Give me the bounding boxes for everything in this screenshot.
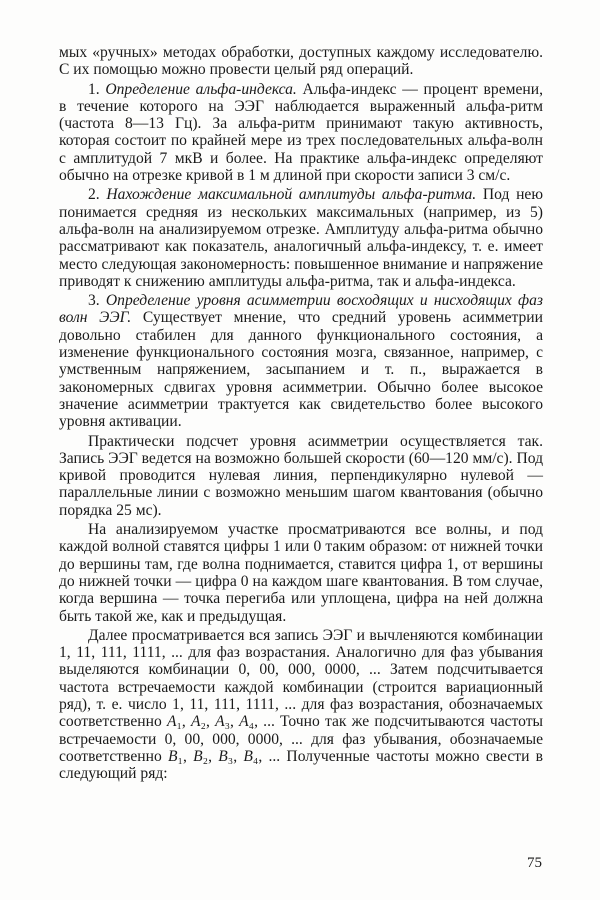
text-run: 2. (88, 186, 107, 204)
italic-text: Нахождение максимальной амплитуды альфа-ритма. (106, 186, 477, 204)
text-run: На анализируемом участке просматриваются все волны, и под каждой волной ставятся цифры 1 или 0 таким образом: от нижней точки до вершины там, где волна поднимается, ставится цифра 1, от вершины до нижней точки — цифра 0 на каждом шаге квантования. В том случае, когда вершина — точка перегиба или уплощена, цифра на ней должна быть такой же, как и предыдущая. (59, 521, 543, 625)
italic-text: B (243, 747, 253, 765)
paragraph (59, 433, 543, 519)
paragraph (59, 44, 543, 79)
text-run: Под нею понимается средняя из нескольких максимальных (например, из 5) альфа-волн на анализируемом отрезке. Амплитуду альфа-ритма обычно рассматривают как показатель, аналогичный альфа-индексу, т. е. имеет место следующая закономерность: повышенное внимание и напряжение приводят к снижению амплитуды альфа-ритма, так и альфа-индекса. (59, 186, 543, 290)
text-run: Существует мнение, что средний уровень асимметрии довольно стабилен для данного функционального состояния, а изменение функционального состояния мозга, связанное, например, с умственным напряжением, засыпанием и т. п., выражается в закономерных сдвигах уровня асимметрии. Обычно более высокое значение асимметрии трактуется как свидетельство более высокого уровня активации. (59, 309, 543, 431)
italic-text: B (193, 747, 203, 765)
text-run: 3. (88, 292, 106, 310)
text-run: Далее просматривается вся запись ЭЭГ и вычленяются комбинации 1, 11, 111, 1111, ... для фаз возрастания. Аналогично для фаз убывания выделяются комбинации 0, 00, 000, 0000, ... Затем подсчитывается частота встречаемости каждой комбинации (строится вариационный ряд), т. е. число 1, 11, 111, 1111, ... для фаз возрастания, обозначаемых соответственно (59, 626, 543, 731)
text-run: ₃, (227, 747, 244, 765)
text-run: Практически подсчет уровня асимметрии осуществляется так. Запись ЭЭГ ведется на возможно большей скорости (60—120 мм/с). Под кривой проводится нулевая линия, перпендикулярно нулевой — параллельные линии с возможно меньшим шагом квантования (обычно порядка 25 мс). (59, 432, 543, 519)
text-run: ₁, (176, 713, 191, 731)
page-number: 75 (527, 855, 542, 871)
italic-text: B (218, 747, 228, 765)
text-run: ₁, (177, 747, 194, 765)
text-run: ₂, (202, 747, 219, 765)
italic-text: Определение альфа-индекса. (105, 80, 297, 98)
text-run: мых «ручных» методах обработки, доступных каждому исследователю. С их помощью можно провести целый ряд операций. (59, 44, 543, 79)
italic-text: A (166, 713, 177, 731)
paragraph (59, 521, 543, 625)
italic-text: Определение уровня асимметрии восходящих и нисходящих фаз волн ЭЭГ. (59, 292, 543, 327)
text-run: ₄, ... Полученные частоты можно свести в следующий ряд: (59, 747, 544, 783)
italic-text: B (168, 747, 178, 765)
italic-text: A (215, 713, 225, 731)
text-run: ₂, (200, 713, 216, 731)
paragraph (59, 186, 543, 290)
paragraph (59, 81, 543, 185)
body-text (59, 44, 543, 782)
paragraph (59, 627, 543, 783)
italic-text: A (191, 713, 201, 731)
text-run: Альфа-индекс — процент времени, в течение которого на ЭЭГ наблюдается выраженный альфа-ритм (частота 8—13 Гц). За альфа-ритм принимают такую активность, которая состоит по крайней мере из трех последовательных альфа-волн с амплитудой 7 мкВ и более. На практике альфа-индекс определяют обычно на отрезке кривой в 1 м длиной при скорости записи 3 см/с. (59, 80, 543, 185)
text-run: ₄, ... Точно так же подсчитываются частоты встречаемости 0, 00, 000, 0000, ... для фаз убывания, обозначаемые соответственно (59, 713, 544, 765)
paragraph (59, 292, 543, 430)
italic-text: A (239, 713, 249, 731)
text-run: 1. (88, 80, 106, 98)
text-run: ₃, (224, 713, 240, 731)
